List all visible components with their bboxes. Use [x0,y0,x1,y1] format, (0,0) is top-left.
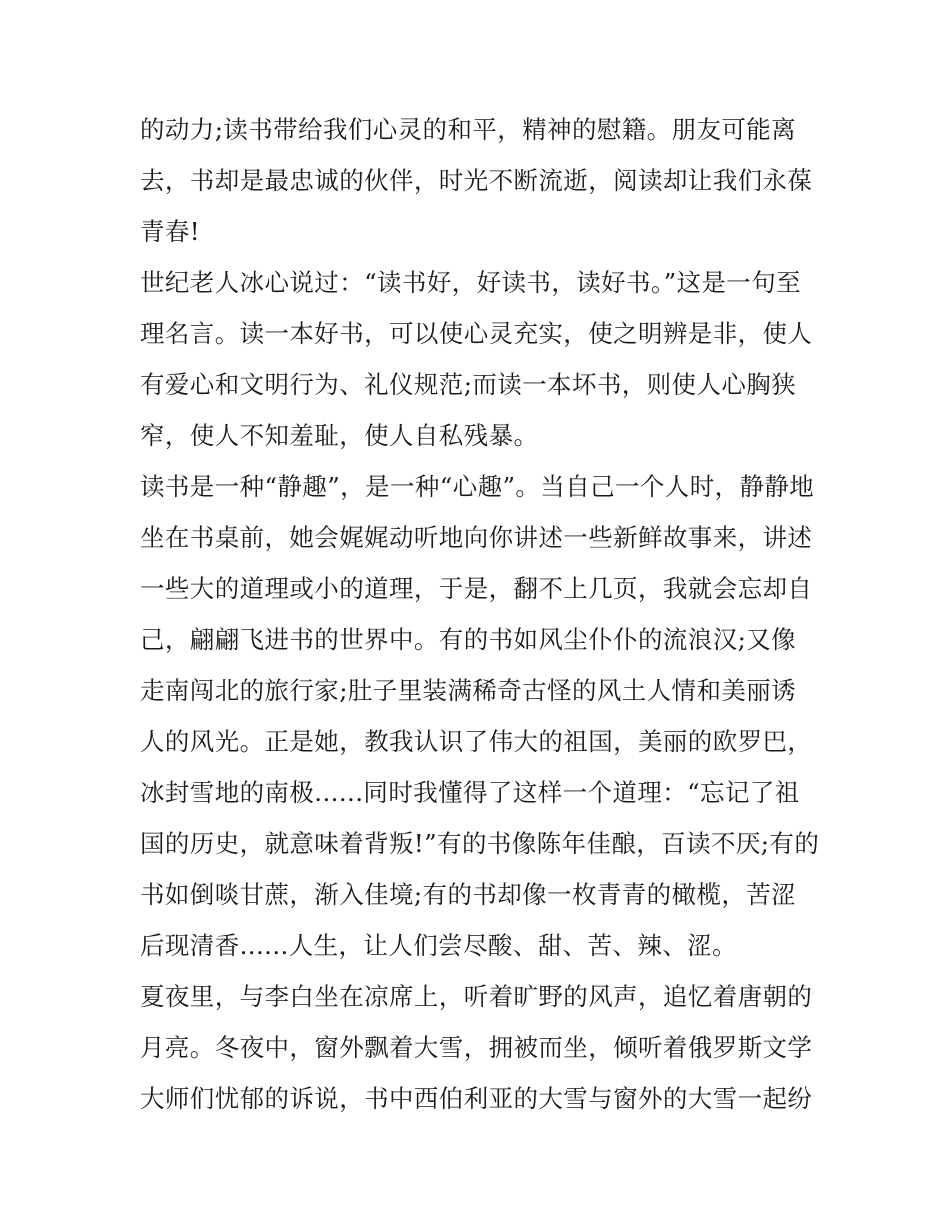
text-line: 大师们忧郁的诉说，书中西伯利亚的大雪与窗外的大雪一起纷 [140,1084,813,1113]
text-line: 青春! [140,217,201,246]
text-line: 的动力;读书带给我们心灵的和平，精神的慰籍。朋友可能离 [140,115,797,144]
text-line: 人的风光。正是她，教我认识了伟大的祖国，美丽的欧罗巴， [140,727,813,756]
text-line: 冰封雪地的南极......同时我懂得了这样一个道理：“忘记了祖 [140,778,800,807]
text-line: 理名言。读一本好书，可以使心灵充实，使之明辨是非，使人 [140,319,813,348]
text-line: 走南闯北的旅行家;肚子里装满稀奇古怪的风土人情和美丽诱 [140,676,797,705]
text-line: 月亮。冬夜中，窗外飘着大雪，拥被而坐，倾听着俄罗斯文学 [140,1033,813,1062]
text-line: 己，翩翩飞进书的世界中。有的书如风尘仆仆的流浪汉;又像 [140,625,797,654]
text-line: 书如倒啖甘蔗，渐入佳境;有的书却像一枚青青的橄榄，苦涩 [140,880,797,909]
text-line: 国的历史，就意味着背叛!”有的书像陈年佳酿，百读不厌;有的 [140,829,820,858]
text-line: 夏夜里，与李白坐在凉席上，听着旷野的风声，追忆着唐朝的 [140,982,813,1011]
text-line: 去，书却是最忠诚的伙伴，时光不断流逝，阅读却让我们永葆 [140,166,813,195]
text-line: 世纪老人冰心说过：“读书好，好读书，读好书。”这是一句至 [140,268,801,297]
text-line: 坐在书桌前，她会娓娓动听地向你讲述一些新鲜故事来，讲述 [140,523,813,552]
text-line: 一些大的道理或小的道理，于是，翻不上几页，我就会忘却自 [140,574,813,603]
body-text [140,104,820,1124]
text-line: 后现清香......人生，让人们尝尽酸、甜、苦、辣、涩。 [140,931,737,960]
text-line: 读书是一种“静趣”，是一种“心趣”。当自己一个人时，静静地 [140,472,815,501]
text-line: 窄，使人不知羞耻，使人自私残暴。 [140,421,539,450]
text-line: 有爱心和文明行为、礼仪规范;而读一本坏书，则使人心胸狭 [140,370,797,399]
